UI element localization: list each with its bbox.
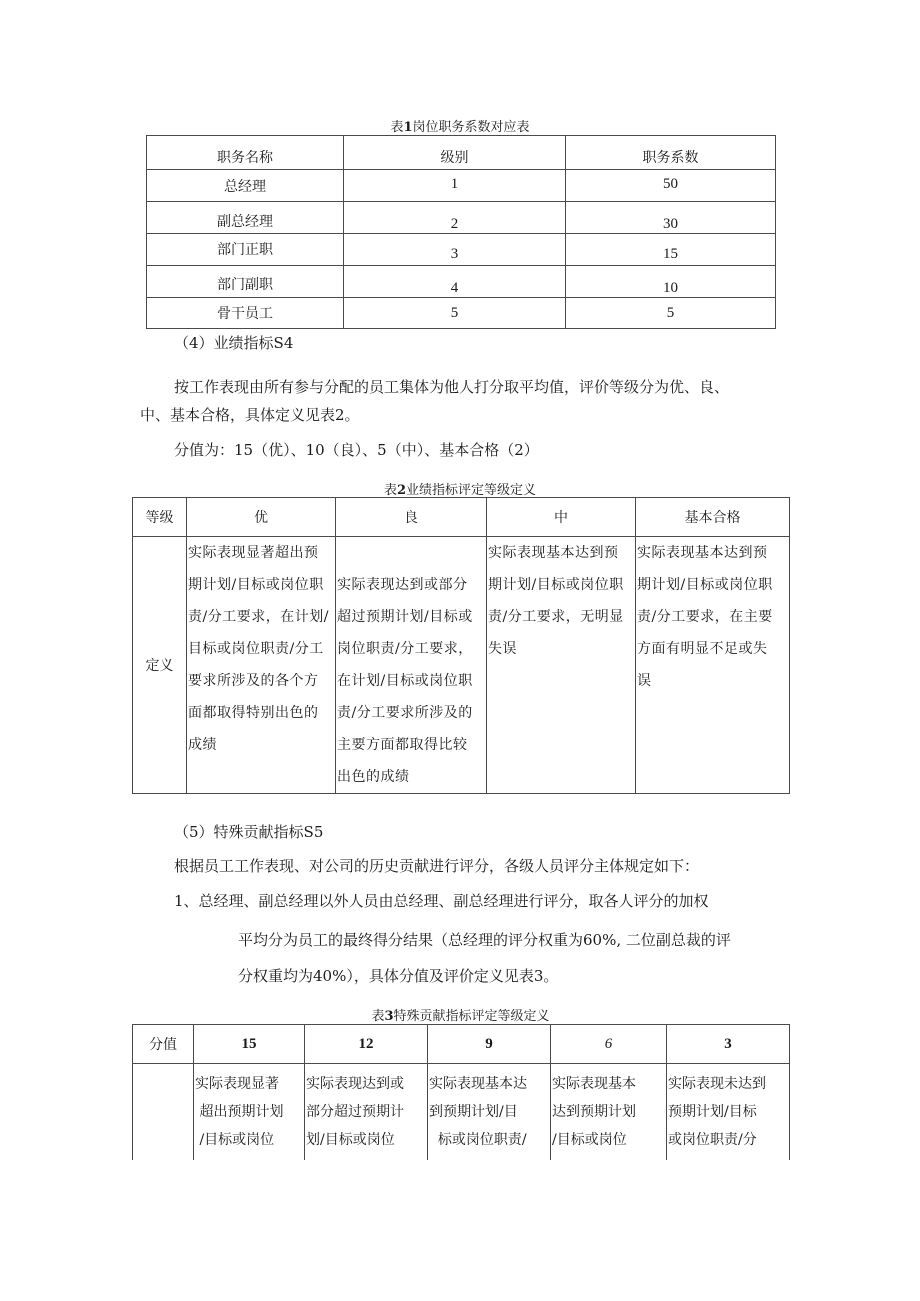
definition-12 [305,1064,428,1161]
caption-text: 特殊贡献指标评定等级定义 [393,1009,550,1024]
caption-prefix: 表 [383,483,397,498]
definition-row [133,537,790,794]
text-line: 期计划/目标或岗位职 [488,577,624,593]
table-header-row [133,498,790,537]
text-line: 责/分工要求所涉及的 [337,705,473,721]
table3-clip [132,1024,792,1160]
text-line: 期计划/目标或岗位职 [637,577,773,593]
text-line: 实际表现基本达到预 [637,545,768,561]
text-line: 实际表现未达到 [668,1076,766,1092]
cell-coefficient: 5 [566,298,776,329]
text-line: 实际表现基本 [552,1076,636,1092]
header-good: 良 [336,498,487,537]
table2-caption [132,479,788,498]
section5-item1-line3: 分权重均为40%），具体分值及评价定义见表3。 [238,967,559,985]
section4-paragraph-line1: 按工作表现由所有参与分配的员工集体为他人打分取平均值，评价等级分为优、良、 [174,378,730,396]
text-line: 达到预期计划 [552,1104,636,1120]
text-line: 方面有明显不足或失 [637,641,768,657]
section5-item1-line2: 平均分为员工的最终得分结果（总经理的评分权重为60%, 二位副总裁的评 [238,931,731,949]
text-line: 实际表现显著 [195,1076,279,1092]
definition-good [336,537,487,794]
text-line: 实际表现达到或部分 [337,577,468,593]
row-label [133,1064,194,1161]
section5-heading: （5）特殊贡献指标S5 [174,823,324,841]
cell-coefficient: 15 [566,234,776,266]
text-line [336,537,486,569]
text-line: 实际表现达到或 [306,1076,404,1092]
text-line: 实际表现基本达 [429,1076,527,1092]
table-row [147,266,776,298]
text-line: 责/分工要求，在计划/ [188,609,329,625]
text-line: 或岗位职责/分 [668,1132,757,1148]
text-line: 划/目标或岗位 [306,1132,395,1148]
text-line: 到预期计划/目 [429,1104,518,1120]
table-row [147,234,776,266]
text-line: 出色的成绩 [337,769,410,785]
cell-coefficient: 10 [566,266,776,298]
text-line: 目标或岗位职责/分工 [188,641,324,657]
cell-level: 4 [344,266,566,298]
definition-medium [487,537,636,794]
caption-prefix: 表 [390,120,404,135]
caption-text: 业绩指标评定等级定义 [406,483,537,498]
section5-item1-line1: 1、总经理、副总经理以外人员由总经理、副总经理进行评分，取各人评分的加权 [174,892,709,910]
table-header-row [133,1025,790,1064]
header-score-6: 6 [551,1025,667,1064]
cell-level: 5 [344,298,566,329]
text-line: 误 [637,673,652,689]
header-score-15: 15 [194,1025,305,1064]
text-line: 部分超过预期计 [306,1104,404,1120]
cell-position: 总经理 [147,170,344,202]
position-coefficient-table [146,135,776,329]
caption-number: 1 [403,120,413,135]
row-label-definition: 定义 [133,537,187,794]
cell-coefficient: 50 [566,170,776,202]
definition-9 [428,1064,551,1161]
header-coefficient: 职务系数 [566,136,776,170]
performance-grade-table [132,497,790,794]
header-score: 分值 [133,1025,194,1064]
definition-3 [667,1064,790,1161]
text-line: 岗位职责/分工要求， [337,641,473,657]
definition-basic-pass [636,537,790,794]
text-line: 面都取得特别出色的 [188,705,319,721]
header-position-name: 职务名称 [147,136,344,170]
text-line: 责/分工要求，无明显 [488,609,624,625]
text-line: 超过预期计划/目标或 [337,609,473,625]
text-line: 责/分工要求，在主要 [637,609,773,625]
header-medium: 中 [487,498,636,537]
special-contribution-table [132,1024,790,1160]
header-score-3: 3 [667,1025,790,1064]
table1-caption [146,116,774,135]
text-line: 成绩 [188,737,217,753]
header-score-12: 12 [305,1025,428,1064]
section4-paragraph-line2: 中、基本合格，具体定义见表2。 [140,406,360,424]
text-line: 标或岗位职责/ [429,1132,527,1148]
cell-coefficient: 30 [566,202,776,234]
definition-excellent [187,537,336,794]
cell-position: 骨干员工 [147,298,344,329]
definition-15 [194,1064,305,1161]
text-line: /目标或岗位 [195,1132,275,1148]
table-row [147,298,776,329]
cell-level: 1 [344,170,566,202]
text-line: 实际表现基本达到预 [488,545,619,561]
table-row [147,170,776,202]
cell-position: 部门副职 [147,266,344,298]
table3-caption [132,1005,789,1024]
caption-number: 2 [396,483,407,498]
section4-heading: （4）业绩指标S4 [174,334,294,352]
text-line: 失误 [488,641,517,657]
caption-text: 岗位职务系数对应表 [412,120,530,135]
table-row [147,202,776,234]
text-line: 预期计划/目标 [668,1104,757,1120]
cell-level: 2 [344,202,566,234]
cell-position: 副总经理 [147,202,344,234]
caption-number: 3 [384,1009,394,1024]
cell-level: 3 [344,234,566,266]
definition-row [133,1064,790,1161]
text-line: 主要方面都取得比较 [337,737,468,753]
definition-6 [551,1064,667,1161]
section4-scores: 分值为：15（优）、10（良）、5（中）、基本合格（2） [174,441,539,459]
caption-prefix: 表 [371,1009,385,1024]
table-header-row [147,136,776,170]
text-line: 期计划/目标或岗位职 [188,577,324,593]
header-score-9: 9 [428,1025,551,1064]
section5-paragraph: 根据员工工作表现、对公司的历史贡献进行评分，各级人员评分主体规定如下： [174,857,700,875]
text-line: 超出预期计划 [195,1104,284,1120]
text-line: 实际表现显著超出预 [188,545,319,561]
header-grade: 等级 [133,498,187,537]
header-level: 级别 [344,136,566,170]
header-excellent: 优 [187,498,336,537]
header-basic-pass: 基本合格 [636,498,790,537]
text-line: 在计划/目标或岗位职 [337,673,473,689]
text-line: /目标或岗位 [552,1132,627,1148]
text-line: 要求所涉及的各个方 [188,673,319,689]
cell-position: 部门正职 [147,234,344,266]
